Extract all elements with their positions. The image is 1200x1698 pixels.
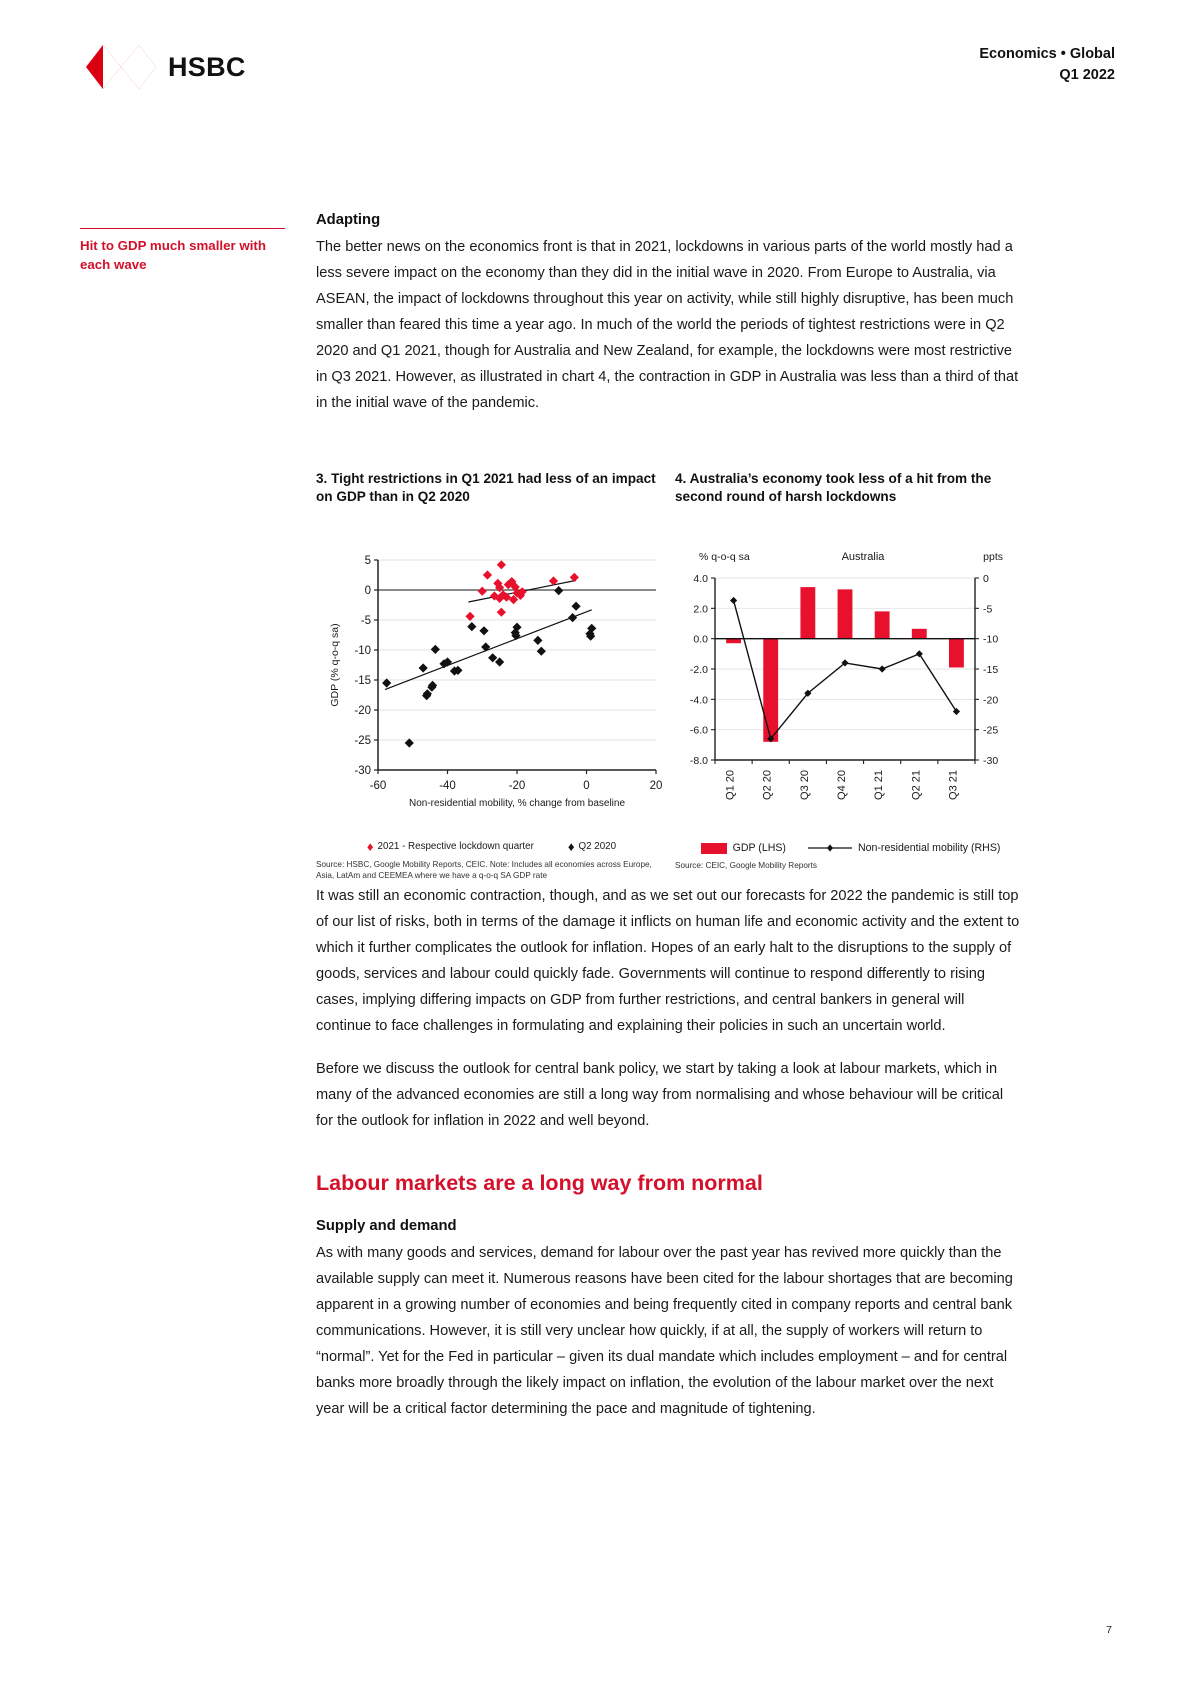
- svg-text:5: 5: [364, 555, 371, 567]
- header-publication: Economics • Global: [979, 46, 1115, 62]
- legend-label-mobility: Non-residential mobility (RHS): [857, 842, 1001, 854]
- svg-text:-25: -25: [354, 735, 371, 747]
- diamond-marker-icon: ♦: [366, 839, 374, 854]
- body-column-top: [316, 212, 1021, 434]
- svg-text:Non-residential mobility, % ch: Non-residential mobility, % change from baseline: [408, 798, 626, 809]
- header-issue: Q1 2022: [1059, 67, 1115, 84]
- svg-text:-4.0: -4.0: [689, 694, 708, 707]
- paragraph-3: Before we discuss the outlook for central bank policy, we start by taking a look at labour markets, which in many of the advanced economies are still a long way from normalising and whose behaviour will be critical for the outlook for inflation in 2022 and well beyond.: [316, 1060, 1004, 1129]
- svg-text:-20: -20: [983, 694, 999, 707]
- section-heading-labour-markets: Labour markets are a long way from normal: [316, 1170, 763, 1195]
- chart-3: [316, 470, 667, 882]
- charts-row: [316, 470, 1026, 882]
- chart-3-legend: [316, 840, 667, 853]
- svg-text:-2.0: -2.0: [689, 664, 708, 676]
- svg-text:Q3 20: Q3 20: [798, 770, 811, 800]
- legend-label-2021: 2021 - Respective lockdown quarter: [377, 841, 534, 852]
- svg-text:-25: -25: [983, 724, 999, 737]
- heading-adapting: Adapting: [316, 212, 381, 228]
- svg-text:GDP (% q-o-q sa): GDP (% q-o-q sa): [329, 623, 341, 707]
- svg-text:-60: -60: [369, 780, 387, 792]
- chart-3-plot: [316, 538, 667, 838]
- svg-text:Australia: Australia: [841, 551, 885, 563]
- svg-text:% q-o-q sa: % q-o-q sa: [699, 551, 750, 563]
- chart-3-source: Source: HSBC, Google Mobility Reports, CEIC. Note: Includes all economies across Europe, Asia, LatAm and CEEMEA where we have a q-o-q SA GDP rate: [316, 860, 652, 880]
- svg-text:-15: -15: [354, 675, 371, 687]
- legend-item-mobility: [808, 842, 1000, 854]
- svg-text:-5: -5: [983, 603, 993, 616]
- svg-text:2.0: 2.0: [693, 603, 708, 616]
- body-column-bottom: [316, 884, 1021, 1440]
- legend-item-q2-2020: [568, 840, 616, 853]
- legend-label-gdp: GDP (LHS): [732, 842, 786, 854]
- hsbc-hexagon-icon: [86, 45, 156, 89]
- svg-text:0: 0: [364, 585, 371, 597]
- chart-4-plot: [675, 538, 1026, 838]
- paragraph-1: The better news on the economics front is that in 2021, lockdowns in various parts of the world mostly had a less severe impact on the economy than they did in the initial wave in 2020. From Europe to Australia, via ASEAN, the impact of lockdowns throughout this year on activity, while still highly disruptive, has been much smaller than feared this time a year ago. In much of the world the periods of tightest restrictions were in Q2 2020 and Q1 2021, though for Australia and New Zealand, for example, the lockdowns were most restrictive in Q3 2021. However, as illustrated in chart 4, the contraction in GDP in Australia was less than a third of that in the initial wave of the pandemic.: [316, 239, 1019, 411]
- svg-text:-20: -20: [508, 780, 526, 792]
- hsbc-wordmark: HSBC: [168, 51, 246, 82]
- margin-note: [80, 228, 293, 275]
- svg-text:-30: -30: [354, 765, 371, 777]
- svg-text:Q2 21: Q2 21: [910, 770, 923, 800]
- heading-supply-and-demand: Supply and demand: [316, 1217, 457, 1234]
- svg-text:-10: -10: [354, 645, 371, 657]
- svg-text:Q4 20: Q4 20: [836, 770, 848, 800]
- svg-text:-20: -20: [354, 705, 371, 717]
- chart-3-title: 3. Tight restrictions in Q1 2021 had less of an impact on GDP than in Q2 2020: [316, 471, 656, 505]
- paragraph-2: It was still an economic contraction, though, and as we set out our forecasts for 2022 the pandemic is still top of our list of risks, both in terms of the damage it inflicts on human life and economic activity and the extent to which it further complicates the outlook for inflation. Hopes of an early halt to the disruptions to the supply of goods, services and labour could quickly fade. Governments will continue to respond differently to rising cases, implying differing impacts on GDP from further restrictions, and central bankers in general will continue to face challenges in formulating and explaining their policies in such an uncertain world.: [316, 888, 1020, 1034]
- svg-text:-40: -40: [439, 780, 456, 792]
- svg-text:-10: -10: [983, 633, 999, 646]
- margin-note-rule: [80, 228, 285, 229]
- chart-4: [675, 470, 1026, 882]
- svg-text:-6.0: -6.0: [689, 724, 708, 737]
- svg-text:-5: -5: [360, 615, 371, 627]
- svg-text:Q3 21: Q3 21: [947, 770, 960, 800]
- svg-text:Q1 20: Q1 20: [724, 770, 737, 800]
- legend-label-q2-2020: Q2 2020: [578, 841, 617, 852]
- svg-text:4.0: 4.0: [693, 573, 708, 585]
- legend-item-gdp: [701, 842, 786, 854]
- svg-text:20: 20: [649, 780, 663, 792]
- svg-text:Q1 21: Q1 21: [873, 770, 886, 800]
- margin-note-text: Hit to GDP much smaller with each wave: [80, 238, 266, 272]
- legend-item-2021: [367, 840, 534, 853]
- svg-text:-8.0: -8.0: [689, 755, 708, 767]
- line-swatch-icon: [808, 843, 852, 853]
- svg-text:0.0: 0.0: [693, 633, 708, 646]
- svg-text:ppts: ppts: [983, 551, 1003, 563]
- header-meta: [979, 44, 1115, 86]
- paragraph-4: As with many goods and services, demand for labour over the past year has revived more quickly than the available supply can meet it. Numerous reasons have been cited for the labour shortages that are becoming apparent in a growing number of economies and being frequently cited in company reports and central bank communications. However, it is still very unclear how quickly, if at all, the supply of workers will return to “normal”. Yet for the Fed in particular – given its dual mandate which includes employment – and for central banks more broadly through the likely impact on inflation, the evolution of the labour market over the next year will be a critical factor determining the pace and magnitude of tightening.: [316, 1244, 1013, 1417]
- chart-4-title: 4. Australia’s economy took less of a hit from the second round of harsh lockdowns: [675, 471, 992, 505]
- svg-text:0: 0: [583, 780, 590, 792]
- chart-4-source: Source: CEIC, Google Mobility Reports: [675, 861, 817, 870]
- bar-swatch-icon: [701, 843, 727, 854]
- svg-text:-30: -30: [983, 755, 999, 767]
- svg-text:Q2 20: Q2 20: [761, 770, 774, 800]
- hsbc-logo: [86, 45, 246, 89]
- chart-4-legend: [675, 842, 1026, 854]
- page-number: 7: [1106, 1624, 1112, 1636]
- svg-text:-15: -15: [983, 664, 999, 676]
- diamond-marker-icon: ♦: [567, 839, 575, 854]
- svg-text:0: 0: [983, 573, 989, 585]
